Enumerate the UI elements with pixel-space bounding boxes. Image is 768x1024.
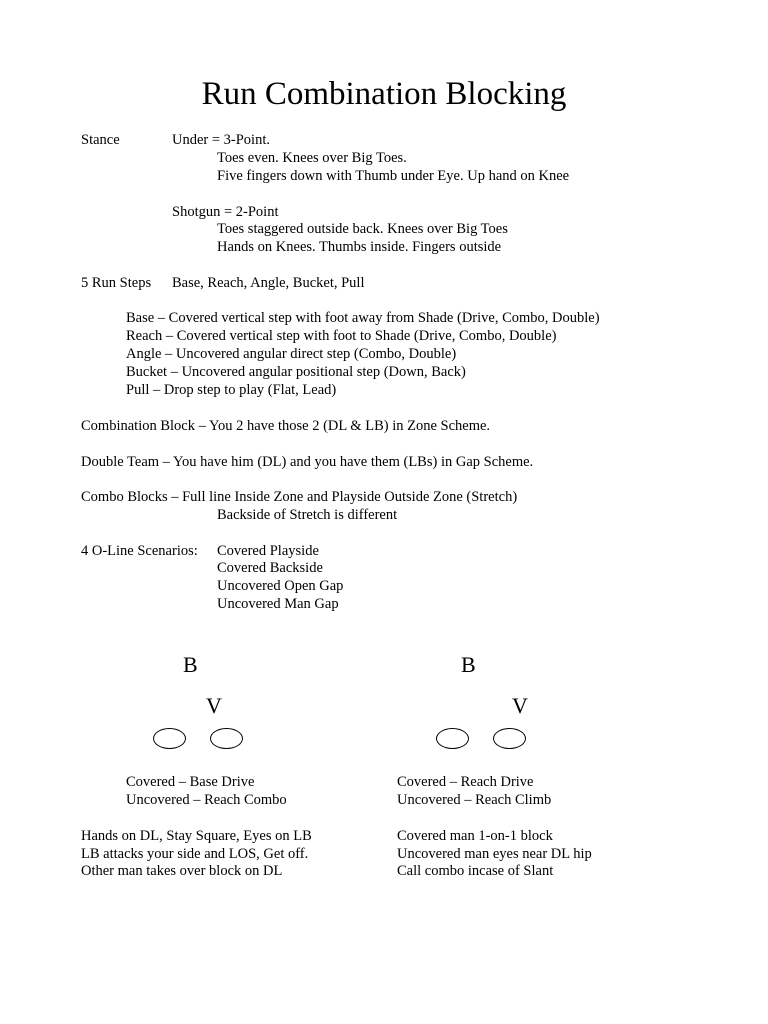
- right-lineman-oval: [493, 728, 526, 749]
- left-note: LB attacks your side and LOS, Get off.: [81, 846, 309, 862]
- right-note: Covered man 1-on-1 block: [397, 828, 553, 844]
- oline-scenario-item: Uncovered Man Gap: [217, 596, 339, 612]
- shotgun-heading: Shotgun = 2-Point: [172, 204, 279, 220]
- under-heading: Under = 3-Point.: [172, 132, 270, 148]
- oline-scenarios-label: 4 O-Line Scenarios:: [81, 543, 198, 559]
- page-title: Run Combination Blocking: [201, 76, 567, 112]
- shotgun-line: Hands on Knees. Thumbs inside. Fingers outside: [217, 239, 502, 255]
- left-note: Other man takes over block on DL: [81, 863, 283, 879]
- oline-scenario-item: Covered Backside: [217, 560, 323, 576]
- combo-blocks-text: Combo Blocks – Full line Inside Zone and Playside Outside Zone (Stretch): [81, 489, 518, 505]
- double-team-text: Double Team – You have him (DL) and you have them (LBs) in Gap Scheme.: [81, 454, 534, 470]
- run-step-item: Pull – Drop step to play (Flat, Lead): [126, 382, 337, 398]
- left-defender-v: V: [206, 693, 222, 718]
- right-caption: Uncovered – Reach Climb: [397, 792, 552, 808]
- right-note: Uncovered man eyes near DL hip: [397, 846, 592, 862]
- run-step-item: Base – Covered vertical step with foot away from Shade (Drive, Combo, Double): [126, 310, 600, 326]
- right-lineman-oval: [436, 728, 469, 749]
- left-lineman-oval: [210, 728, 243, 749]
- left-lineman-oval: [153, 728, 186, 749]
- right-caption: Covered – Reach Drive: [397, 774, 534, 790]
- combination-block-text: Combination Block – You 2 have those 2 (DL & LB) in Zone Scheme.: [81, 418, 491, 434]
- run-step-item: Angle – Uncovered angular direct step (Combo, Double): [126, 346, 457, 362]
- under-line: Five fingers down with Thumb under Eye. Up hand on Knee: [217, 168, 570, 184]
- right-note: Call combo incase of Slant: [397, 863, 554, 879]
- right-defender-v: V: [512, 693, 528, 718]
- combo-blocks-note: Backside of Stretch is different: [217, 507, 398, 523]
- shotgun-line: Toes staggered outside back. Knees over Big Toes: [217, 221, 508, 237]
- left-caption: Uncovered – Reach Combo: [126, 792, 287, 808]
- right-linebacker-b: B: [461, 652, 476, 677]
- oline-scenario-item: Uncovered Open Gap: [217, 578, 344, 594]
- under-line: Toes even. Knees over Big Toes.: [217, 150, 407, 166]
- left-linebacker-b: B: [183, 652, 198, 677]
- run-steps-label: 5 Run Steps: [81, 275, 152, 291]
- stance-label: Stance: [81, 132, 120, 148]
- left-caption: Covered – Base Drive: [126, 774, 255, 790]
- oline-scenario-item: Covered Playside: [217, 543, 319, 559]
- run-steps-summary: Base, Reach, Angle, Bucket, Pull: [172, 275, 365, 291]
- left-note: Hands on DL, Stay Square, Eyes on LB: [81, 828, 312, 844]
- run-step-item: Bucket – Uncovered angular positional step (Down, Back): [126, 364, 466, 380]
- run-step-item: Reach – Covered vertical step with foot to Shade (Drive, Combo, Double): [126, 328, 557, 344]
